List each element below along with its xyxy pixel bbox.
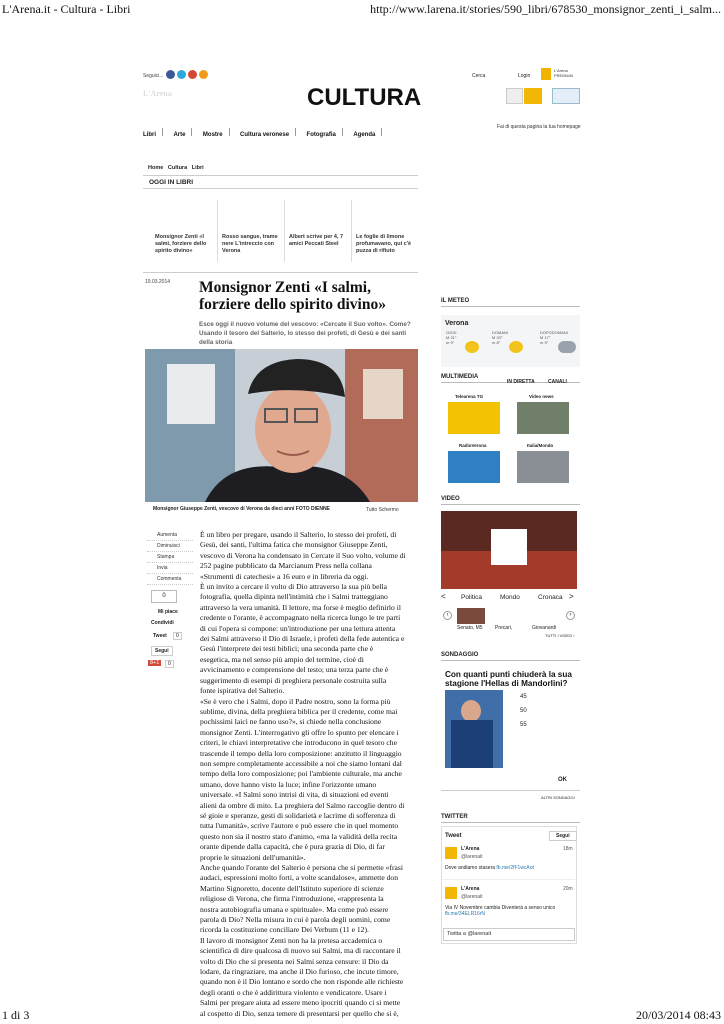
- meteo-day: OGGI M 21° m 9°: [446, 330, 457, 345]
- tweet-time[interactable]: 18m: [563, 846, 573, 852]
- premium-badge-icon[interactable]: [541, 68, 551, 80]
- oggi-header: OGGI IN LIBRI: [149, 179, 194, 186]
- tweet-author-handle[interactable]: @larenait: [461, 854, 483, 860]
- article-photo[interactable]: [145, 349, 418, 502]
- gplus-button[interactable]: 8+1: [150, 660, 160, 666]
- article-date: 19.03.2014: [145, 279, 171, 285]
- related-strip: [143, 200, 418, 262]
- other-polls-link[interactable]: ALTRI SONDAGGI: [541, 795, 575, 800]
- breadcrumb-home[interactable]: Home: [148, 165, 164, 171]
- tweet-compose-input[interactable]: Twitta a @larenait: [443, 928, 575, 941]
- poll-question: Con quanti punti chiuderà la sua stagione l'Hellas di Mandorlini?: [445, 670, 572, 688]
- breadcrumb-cultura[interactable]: Cultura: [167, 165, 188, 171]
- tool-comment[interactable]: Commenta: [147, 574, 193, 585]
- video-news-thumb[interactable]: [517, 402, 569, 434]
- nav-libri[interactable]: Libri: [143, 132, 156, 138]
- meteo-city: Verona: [445, 320, 469, 327]
- tweet-time[interactable]: 20m: [563, 886, 573, 892]
- photo-caption: Monsignor Giuseppe Zenti, vescovo di Verona da dieci anni FOTO DIENNE: [153, 506, 330, 512]
- print-datetime: 20/03/2014 08:43: [635, 1008, 721, 1022]
- poll-header: SONDAGGIO: [441, 652, 580, 661]
- video-thumb-label[interactable]: Senato, M5: [457, 625, 483, 631]
- multimedia-item-label: Telearena TG: [455, 394, 484, 399]
- related-item[interactable]: Rosso sangue, trame nere L'intreccio con Verona: [218, 200, 285, 262]
- radioverona-thumb[interactable]: [448, 451, 500, 483]
- nav-cultura-veronese[interactable]: Cultura veronese: [240, 132, 290, 138]
- bishop-portrait-image: [145, 349, 418, 502]
- larena-watermark-logo: L'Arena: [143, 89, 172, 98]
- twitter-header: TWITTER: [441, 814, 580, 823]
- googleplus-icon[interactable]: [188, 70, 197, 79]
- video-tab-politica[interactable]: Politica: [461, 594, 482, 601]
- related-item[interactable]: Monsignor Zenti «I salmi, forziere dello spirito divino»: [143, 200, 218, 262]
- like-button[interactable]: Mi piace: [158, 609, 178, 615]
- tab-canali[interactable]: CANALI: [548, 379, 567, 385]
- tool-decrease-font[interactable]: Diminuisci: [147, 541, 193, 552]
- multimedia-item-label: Italia/Mondo: [527, 443, 554, 448]
- tweet-count: 0: [173, 632, 182, 640]
- tweet-link[interactable]: fb.me/34ELR16rN: [445, 911, 486, 917]
- video-tab-mondo[interactable]: Mondo: [500, 594, 520, 601]
- like-count: 0: [151, 590, 177, 603]
- related-item[interactable]: Le foglie di limone profumavano, qui c'è puzza di rifiuto: [356, 234, 412, 254]
- nav-fotografia[interactable]: Fotografia: [306, 132, 336, 138]
- video-prev-arrow[interactable]: <: [441, 592, 446, 601]
- homepage-link[interactable]: Fai di questa pagina la tua homepage: [497, 124, 581, 130]
- radio-verona-logo[interactable]: [552, 88, 580, 104]
- gplus-count: 0: [165, 660, 174, 668]
- search-link[interactable]: Cerca: [472, 73, 486, 79]
- print-page-number: 1 di 3: [2, 1008, 30, 1022]
- twitter-widget: [441, 826, 577, 944]
- poll-photo: [445, 690, 503, 768]
- italia-mondo-thumb[interactable]: [517, 451, 569, 483]
- nav-mostre[interactable]: Mostre: [202, 132, 223, 138]
- nav-agenda[interactable]: Agenda: [353, 132, 376, 138]
- print-url: http://www.larena.it/stories/590_libri/678530_monsignor_zenti_i_salm...: [370, 2, 721, 16]
- tweet-link[interactable]: fb.me/2fF1wcAot: [496, 865, 534, 871]
- twitter-follow-button[interactable]: Segui: [549, 831, 577, 841]
- rain-cloud-icon: [558, 341, 576, 353]
- larena-avatar[interactable]: [445, 887, 457, 899]
- poll-option[interactable]: 55: [520, 722, 527, 728]
- all-videos-link[interactable]: TUTTI I VIDEO ›: [545, 633, 575, 638]
- social-follow-icons: [166, 70, 208, 79]
- carousel-prev-icon[interactable]: ‹: [443, 611, 452, 620]
- related-item[interactable]: Albert scrive per 4, 7 amici Peccati Steel: [285, 200, 352, 262]
- rss-icon[interactable]: [199, 70, 208, 79]
- poll-option[interactable]: 45: [520, 694, 527, 700]
- article-tools: [147, 530, 193, 585]
- sun-cloud-icon: [465, 341, 479, 353]
- tweet-text: Via IV Novembre cambia Diventerà a senso unico fb.me/34ELR16rN: [445, 905, 556, 917]
- login-link[interactable]: Login: [518, 73, 531, 79]
- article-title: Monsignor Zenti «I salmi, forziere dello spirito divino»: [199, 279, 386, 313]
- video-thumb-label[interactable]: Precari,: [495, 625, 513, 631]
- video-header: VIDEO: [441, 496, 580, 505]
- arena-a-logo[interactable]: [524, 88, 542, 104]
- article-subtitle: Esce oggi il nuovo volume del vescovo: «Cercate il Suo volto». Come? Usando il tesoro del Salterio, lo stesso dei profeti, di Gesù e dei santi della storia: [199, 321, 411, 346]
- share-button[interactable]: Condividi: [151, 620, 174, 626]
- facebook-icon[interactable]: [166, 70, 175, 79]
- poll-submit-button[interactable]: OK: [558, 777, 567, 783]
- sun-cloud-icon: [509, 341, 523, 353]
- carousel-next-icon[interactable]: ›: [566, 611, 575, 620]
- follow-button[interactable]: Segui: [151, 646, 173, 656]
- nav-arte[interactable]: Arte: [173, 132, 186, 138]
- tweet-text: Dove andiamo stasera fb.me/2fF1wcAot: [445, 865, 534, 871]
- tweet-author-handle[interactable]: @larenait: [461, 894, 483, 900]
- tweet-author-name[interactable]: L'Arena: [461, 846, 480, 852]
- meteo-header: IL METEO: [441, 298, 580, 307]
- fullscreen-link[interactable]: Tutto Schermo: [366, 507, 399, 513]
- tool-print[interactable]: Stampa: [147, 552, 193, 563]
- article-body: È un libro per pregare, usando il Salterio, lo stesso dei profeti, di Gesù, dei santi, l'ultima fatica che monsignor Giuseppe Zenti, vescovo di Verona ha condensato in Cercate il Suo volto, volume di 252 pagine pubblicato da Marcianum Press nella collana «Strumenti di catechesi» a 16 euro e in libreria da oggi. È un invito a cercare il volto di Dio attraverso la sua più bella fotografia, quella dipinta nell'intimità che i Salmi tratteggiano attraverso la vera umanità. Il lettore, ma forse è meglio definirlo il credente o l'orante, è accompagnato nella ricerca lungo le tre parti di cui l'opera si compone: un'introduzione per una lettura attenta dei Salmi attraverso il Dio di Israele, i profeti della fede autentica e Gesù l'interprete dei testi biblici; una seconda parte che è esegetica, ma nel senso più ampio del termine, cioè di avvicinamento e comprensione del testo; una terza parte che è suggerimento di esempi di preghiera personale costruita sulla fonte ispirativa del Salterio. «Se è vero che i Salmi, dopo il Padre nostro, sono la forma più sublime, divina, della preghiera biblica per il credente, come mai pochissimi laici ne fanno uso?», si chiede nella conclusione monsignor Zenti. L'interrogativo gli offre lo spunto per elencare i criteri, le chiavi interpretative che introducono in quel tesoro che trascende il tempo della loro composizione: anzitutto il linguaggio non sempre completamente accessibile a noi che siamo lontani dal tempo della loro composizione; poi l'ambiente culturale, ma anche umano, dove hanno visto la luce; infine l'orizzonte umano universale. «I Salmi sono intrisi di vita, di situazioni ed eventi alieni da ombre di mito. La preghiera del Salmo raccoglie dentro di sé gioie e speranze, gesti di solidarietà e lacrime di sofferenza di tutta l'umanità», scrive l'autore e può essere che in quel momento questo non sia il nostro stato d'animo, «ma la validità della recita orante dipende dalla capacità, che è pura grazia di Dio, di far proprie le situazioni dell'umanità». Anche quando l'orante del Salterio è persona che si permette «frasi audaci, espressioni molto forti, a volte scandalose», ammette don Martino Signoretto, docente dell'Istituto superiore di scienze religiose di Verona, che firma l'introduzione, «rappresenta la nostra autobiografia umana e spirituale». Ma come può essere parola di Dio? Nella misura in cui è parola degli uomini, come ricorda la costituzione conciliare Dei Verbum (11 e 12). Il lavoro di monsignor Zenti non ha la pretesa accademica o scientifica di dire qualcosa di nuovo sui Salmi, ma di raccontare il volto di Dio che si presenta nei Salmi senza censure: il Dio da lodare, da ringraziare, ma anche il Dio furioso, che incute timore, quando non è il Dio lontano e sordo che non risponde alle richieste degli oranti o che è addirittura violento e vendicatore. Usare i Salmi per pregare aiuta ad essere meno ipocriti quando ci si mette al cospetto di Dio, senza temere di presentarsi per quello che si è,: [200, 530, 406, 1018]
- main-nav: [143, 123, 388, 141]
- video-next-arrow[interactable]: >: [569, 592, 574, 601]
- tool-increase-font[interactable]: Aumenta: [147, 530, 193, 541]
- video-thumb[interactable]: [457, 608, 485, 624]
- premium-label: L'Arena PREMIUM: [554, 68, 573, 78]
- twitter-widget-title: Tweet: [445, 833, 462, 839]
- breadcrumb-libri[interactable]: Libri: [191, 165, 204, 171]
- video-player[interactable]: [441, 511, 577, 589]
- video-tab-cronaca[interactable]: Cronaca: [538, 594, 563, 601]
- breadcrumb: [148, 165, 204, 171]
- follow-label: Seguici...: [143, 73, 164, 79]
- video-thumb-label[interactable]: Giovanardi: [532, 625, 557, 631]
- multimedia-item-label: Video news: [529, 394, 554, 399]
- tweet-button[interactable]: Tweet: [153, 633, 167, 639]
- tg-logo[interactable]: [506, 88, 523, 104]
- tool-send[interactable]: Invia: [147, 563, 193, 574]
- larena-avatar[interactable]: [445, 847, 457, 859]
- telearena-tg-thumb[interactable]: [448, 402, 500, 434]
- multimedia-item-label: RadioVerona: [459, 443, 487, 448]
- twitter-icon[interactable]: [177, 70, 186, 79]
- meteo-day: DOPODOMANI M 17° m 9°: [540, 330, 568, 345]
- tweet-author-name[interactable]: L'Arena: [461, 886, 480, 892]
- poll-option[interactable]: 50: [520, 708, 527, 714]
- meteo-day: DOMANI M 20° m 8°: [492, 330, 508, 345]
- tab-in-diretta[interactable]: IN DIRETTA: [507, 379, 535, 385]
- section-title: CULTURA: [307, 84, 422, 111]
- print-title: L'Arena.it - Cultura - Libri: [2, 2, 131, 16]
- multimedia-header: MULTIMEDIA: [441, 374, 580, 383]
